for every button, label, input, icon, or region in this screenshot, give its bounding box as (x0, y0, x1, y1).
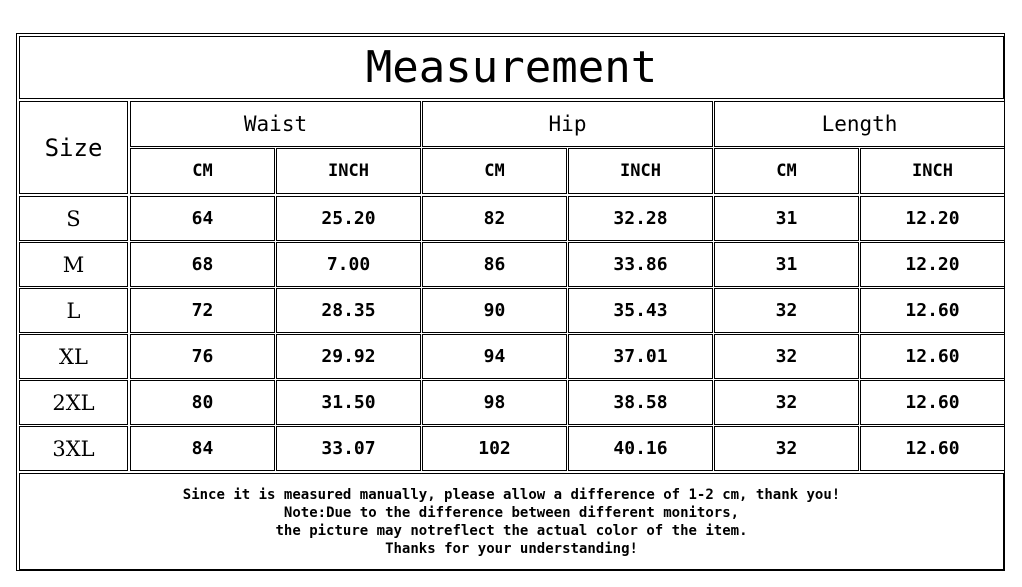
unit-header: CM (714, 148, 859, 194)
footnote-line: Since it is measured manually, please allow a difference of 1-2 cm, thank you! (182, 486, 841, 503)
table-cell: 32 (714, 288, 859, 333)
footnote-line: the picture may notreflect the actual color of the item. (275, 522, 748, 539)
table-cell: 33.07 (276, 426, 421, 471)
table-cell: 90 (422, 288, 567, 333)
table-cell: 38.58 (568, 380, 713, 425)
table-cell: 31.50 (276, 380, 421, 425)
group-header-hip: Hip (422, 101, 713, 147)
unit-header: INCH (568, 148, 713, 194)
table-cell: 32 (714, 334, 859, 379)
table-title: Measurement (19, 36, 1004, 99)
table-cell: 76 (130, 334, 275, 379)
table-cell: 32.28 (568, 196, 713, 241)
table-cell: 31 (714, 242, 859, 287)
table-cell: 32 (714, 426, 859, 471)
table-cell: 84 (130, 426, 275, 471)
table-cell: 80 (130, 380, 275, 425)
table-cell: 86 (422, 242, 567, 287)
group-header-length: Length (714, 101, 1005, 147)
table-cell: 29.92 (276, 334, 421, 379)
table-cell: 12.60 (860, 334, 1005, 379)
table-cell: 33.86 (568, 242, 713, 287)
footnote-line: Thanks for your understanding! (385, 540, 638, 557)
size-label: S (19, 196, 128, 241)
table-cell: 102 (422, 426, 567, 471)
table-cell: 12.60 (860, 380, 1005, 425)
table-cell: 32 (714, 380, 859, 425)
size-label: 3XL (19, 426, 128, 471)
table-cell: 37.01 (568, 334, 713, 379)
size-label: L (19, 288, 128, 333)
size-label: XL (19, 334, 128, 379)
table-cell: 28.35 (276, 288, 421, 333)
table-cell: 12.60 (860, 426, 1005, 471)
footnote-line: Note:Due to the difference between different monitors, (283, 504, 740, 521)
size-label: M (19, 242, 128, 287)
footnote (19, 473, 1004, 570)
unit-header: CM (130, 148, 275, 194)
table-cell: 82 (422, 196, 567, 241)
size-column-header: Size (19, 101, 128, 194)
table-cell: 40.16 (568, 426, 713, 471)
table-cell: 94 (422, 334, 567, 379)
table-cell: 68 (130, 242, 275, 287)
unit-header: CM (422, 148, 567, 194)
table-grid (19, 36, 1002, 568)
table-cell: 72 (130, 288, 275, 333)
unit-header: INCH (860, 148, 1005, 194)
table-cell: 7.00 (276, 242, 421, 287)
table-cell: 12.20 (860, 242, 1005, 287)
table-cell: 98 (422, 380, 567, 425)
measurement-table (16, 33, 1005, 571)
table-cell: 31 (714, 196, 859, 241)
group-header-waist: Waist (130, 101, 421, 147)
table-cell: 25.20 (276, 196, 421, 241)
table-cell: 64 (130, 196, 275, 241)
size-label: 2XL (19, 380, 128, 425)
unit-header: INCH (276, 148, 421, 194)
table-cell: 12.60 (860, 288, 1005, 333)
table-cell: 12.20 (860, 196, 1005, 241)
table-cell: 35.43 (568, 288, 713, 333)
